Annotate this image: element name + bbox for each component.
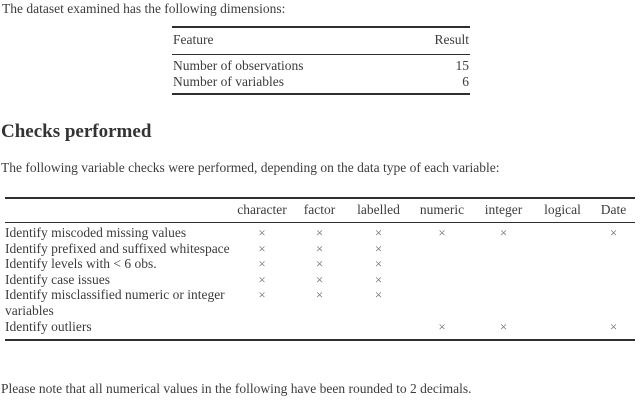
column-header-integer: integer	[474, 198, 533, 223]
check-mark-cell	[410, 287, 474, 318]
feature-cell: Number of variables	[173, 73, 284, 89]
result-cell: 15	[455, 58, 469, 73]
check-label-cell: Identify prefixed and suffixed whitespace	[5, 240, 230, 256]
check-mark-cell	[410, 256, 474, 272]
check-mark-cell	[533, 256, 592, 272]
result-column-header: Result	[434, 32, 469, 47]
checks-table	[5, 197, 635, 341]
check-mark-cell	[292, 319, 347, 341]
table-row	[5, 241, 635, 257]
section-heading: Checks performed	[1, 121, 152, 142]
checks-intro-text: The following variable checks were performed, depending on the data type of each variable:	[1, 160, 500, 175]
check-label-cell: Identify miscoded missing values	[5, 225, 187, 240]
check-label-cell: Identify misclassified numeric or integer variables	[5, 287, 225, 318]
table-row	[173, 58, 469, 74]
check-mark-cell: ×	[258, 225, 266, 240]
table-row	[5, 287, 635, 318]
check-mark-cell	[474, 241, 533, 257]
dimensions-table-header	[172, 28, 470, 55]
check-mark-cell	[592, 256, 635, 272]
check-mark-cell: ×	[374, 240, 383, 256]
check-mark-cell	[592, 241, 635, 257]
checks-table-header-row	[5, 198, 635, 223]
check-mark-cell	[347, 319, 410, 341]
column-header-character: character	[232, 198, 292, 223]
dimensions-table-body	[172, 55, 470, 93]
check-mark-cell: ×	[438, 225, 446, 240]
check-mark-cell: ×	[374, 256, 383, 272]
check-mark-cell: ×	[499, 318, 508, 334]
dimensions-table	[172, 26, 470, 95]
column-header-factor: factor	[292, 198, 347, 223]
table-row	[5, 272, 635, 288]
check-mark-cell: ×	[374, 225, 383, 240]
check-mark-cell: ×	[438, 318, 446, 334]
column-header-numeric: numeric	[410, 198, 474, 223]
intro-text: The dataset examined has the following dimensions:	[2, 1, 286, 16]
check-mark-cell	[474, 287, 533, 318]
table-row	[173, 74, 469, 90]
check-mark-cell	[410, 272, 474, 288]
check-mark-cell: ×	[258, 256, 266, 272]
table-row	[5, 223, 635, 241]
check-mark-cell: ×	[609, 225, 618, 240]
column-header-labelled: labelled	[347, 198, 410, 223]
check-mark-cell: ×	[609, 318, 618, 334]
check-label-cell: Identify outliers	[5, 318, 92, 334]
check-mark-cell: ×	[499, 225, 508, 240]
check-mark-cell	[533, 272, 592, 288]
check-mark-cell	[232, 319, 292, 341]
check-mark-cell	[474, 256, 533, 272]
check-label-cell: Identify levels with < 6 obs.	[5, 256, 157, 272]
check-mark-cell: ×	[315, 256, 324, 272]
check-mark-cell: ×	[258, 287, 266, 303]
footer-note: Please note that all numerical values in the following have been rounded to 2 decimals.	[1, 381, 472, 396]
check-mark-cell: ×	[315, 225, 324, 240]
column-header-date: Date	[592, 198, 635, 223]
column-header-logical: logical	[533, 198, 592, 223]
check-mark-cell: ×	[374, 287, 383, 303]
table-row	[5, 319, 635, 341]
empty-header-cell	[5, 198, 232, 223]
check-mark-cell	[533, 319, 592, 341]
table-row	[5, 256, 635, 272]
check-mark-cell: ×	[258, 240, 266, 256]
result-cell: 6	[462, 73, 469, 89]
check-mark-cell	[533, 223, 592, 241]
check-mark-cell	[592, 287, 635, 318]
check-mark-cell: ×	[374, 271, 383, 287]
check-mark-cell	[410, 241, 474, 257]
check-mark-cell	[592, 272, 635, 288]
check-mark-cell	[533, 287, 592, 318]
feature-column-header: Feature	[173, 32, 214, 47]
check-mark-cell	[474, 272, 533, 288]
feature-cell: Number of observations	[173, 58, 304, 73]
check-mark-cell: ×	[258, 271, 266, 287]
check-mark-cell: ×	[315, 240, 324, 256]
check-mark-cell	[533, 241, 592, 257]
check-mark-cell: ×	[315, 271, 324, 287]
check-mark-cell: ×	[315, 287, 324, 303]
check-label-cell: Identify case issues	[5, 271, 110, 287]
